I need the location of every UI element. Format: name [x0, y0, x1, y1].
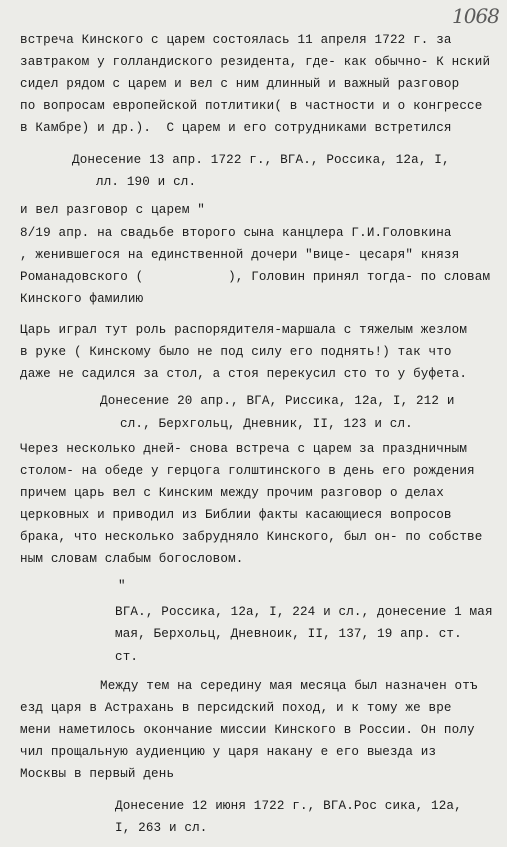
- ditto-mark: ": [118, 579, 126, 593]
- text-line: мени наметилось окончание миссии Кинского в России. Он полу: [20, 723, 475, 737]
- text-line: ным словам слабым богословом.: [20, 552, 244, 566]
- text-line: в руке ( Кинскому было не под силу его поднять!) так что: [20, 345, 452, 359]
- footnote-line: сл., Берхгольц, Дневник, II, 123 и сл.: [120, 417, 413, 431]
- page-number: 1068: [452, 4, 499, 28]
- footnote-line: Донесение 13 апр. 1722 г., ВГА., Россика, 12а, I,: [72, 153, 450, 167]
- text-line: Романадовского ( ), Головин принял тогда- по словам: [20, 270, 491, 284]
- text-line: церковных и приводил из Библии факты касающиеся вопросов: [20, 508, 452, 522]
- text-line: брака, что несколько забрудняло Кинского, был он- по собстве: [20, 530, 483, 544]
- text-line: Через несколько дней- снова встреча с царем за праздничным: [20, 442, 468, 456]
- footnote-line: Донесение 20 апр., ВГА, Риссика, 12а, I, 212 и: [100, 394, 455, 408]
- text-line: в Камбре) и др.). С царем и его сотрудниками встретился: [20, 121, 452, 135]
- text-line: по вопросам европейской потлитики( в частности и о конгрессе: [20, 99, 483, 113]
- text-line: Москвы в первый день: [20, 767, 175, 781]
- footnote-line: Донесение 12 июня 1722 г., ВГА.Рос сика, 12а,: [115, 799, 462, 813]
- text-line: завтраком у голландиского резидента, где- как обычно- К нский: [20, 55, 491, 69]
- footnote-line: лл. 190 и сл.: [96, 175, 197, 189]
- text-line: Царь играл тут роль распорядителя-маршала с тяжелым жезлом: [20, 323, 468, 337]
- text-line: встреча Кинского с царем состоялась 11 апреля 1722 г. за: [20, 33, 452, 47]
- text-line: даже не садился за стол, а стоя перекусил сто то у буфета.: [20, 367, 468, 381]
- footnote-line: ВГА., Россика, 12а, I, 224 и сл., донесение 1 мая: [115, 605, 493, 619]
- text-line: Между тем на середину мая месяца был назначен отъ: [100, 679, 478, 693]
- text-line: столом- на обеде у герцога голштинского в день его рождения: [20, 464, 475, 478]
- text-line: езд царя в Астрахань в персидский поход, и к тому же вре: [20, 701, 452, 715]
- text-line: , женившегося на единственной дочери "вице- цесаря" князя: [20, 248, 460, 262]
- footnote-line: I, 263 и сл.: [115, 821, 208, 835]
- text-line: чил прощальную аудиенцию у царя накану е его выезда из: [20, 745, 437, 759]
- text-line: 8/19 апр. на свадьбе второго сына канцлера Г.И.Головкина: [20, 226, 452, 240]
- text-line: Кинского фамилию: [20, 292, 144, 306]
- text-line: сидел рядом с царем и вел с ним длинный и важный разговор: [20, 77, 460, 91]
- text-line: причем царь вел с Кинским между прочим разговор о делах: [20, 486, 444, 500]
- text-line: и вел разговор с царем ": [20, 203, 205, 217]
- footnote-line: ст.: [115, 650, 139, 664]
- footnote-line: мая, Берхольц, Дневноик, II, 137, 19 апр. ст.: [115, 627, 462, 641]
